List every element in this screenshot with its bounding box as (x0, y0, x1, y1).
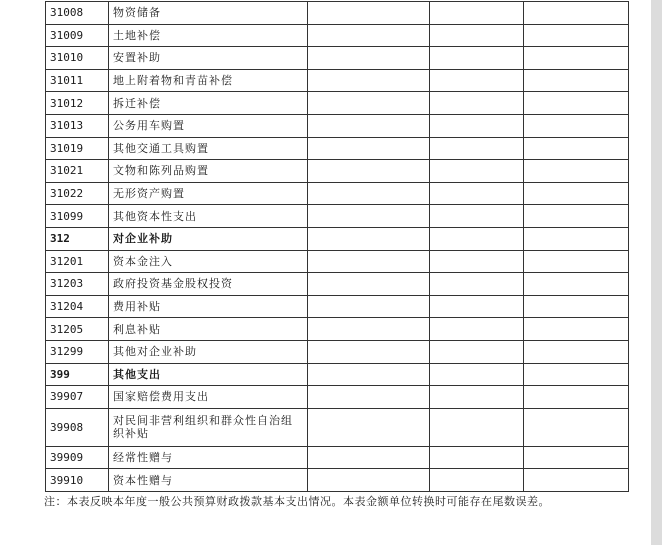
economic-classification-code: 31011 (46, 69, 109, 92)
economic-classification-name (109, 469, 308, 492)
amount-cell (524, 318, 629, 341)
economic-classification-code: 31009 (46, 24, 109, 47)
amount-cell (308, 446, 430, 469)
amount-cell (308, 340, 430, 363)
table-row (46, 386, 629, 409)
amount-cell (308, 363, 430, 386)
item-name-text: 国家赔偿费用支出 (113, 390, 209, 404)
economic-classification-code: 31013 (46, 114, 109, 137)
amount-cell (430, 340, 524, 363)
item-name-text: 土地补偿 (113, 28, 161, 42)
amount-cell (524, 114, 629, 137)
amount-cell (308, 69, 430, 92)
amount-cell (308, 92, 430, 115)
item-name-text: 其他资本性支出 (113, 209, 197, 223)
economic-classification-code: 31012 (46, 92, 109, 115)
item-name-text: 公务用车购置 (113, 119, 185, 133)
economic-classification-code: 31019 (46, 137, 109, 160)
economic-classification-name (109, 363, 308, 386)
economic-classification-name (109, 446, 308, 469)
item-name-text: 资本金注入 (113, 254, 173, 268)
table-row (46, 340, 629, 363)
amount-cell (308, 273, 430, 296)
amount-cell (524, 363, 629, 386)
table-row (46, 92, 629, 115)
table-row (46, 250, 629, 273)
amount-cell (308, 318, 430, 341)
amount-cell (308, 114, 430, 137)
economic-classification-code: 39909 (46, 446, 109, 469)
amount-cell (524, 408, 629, 446)
amount-cell (430, 408, 524, 446)
economic-classification-name (109, 273, 308, 296)
amount-cell (308, 47, 430, 70)
amount-cell (524, 469, 629, 492)
economic-classification-code: 31022 (46, 182, 109, 205)
table-row (46, 137, 629, 160)
table-row (46, 205, 629, 228)
amount-cell (308, 182, 430, 205)
economic-classification-code: 31299 (46, 340, 109, 363)
amount-cell (524, 340, 629, 363)
item-name-text: 物资储备 (113, 6, 161, 20)
amount-cell (524, 24, 629, 47)
amount-cell (308, 295, 430, 318)
economic-classification-code: 312 (46, 227, 109, 250)
table-row (46, 24, 629, 47)
amount-cell (524, 47, 629, 70)
table-group-row (46, 227, 629, 250)
amount-cell (308, 160, 430, 183)
amount-cell (308, 408, 430, 446)
economic-classification-name (109, 295, 308, 318)
economic-classification-code: 31203 (46, 273, 109, 296)
amount-cell (308, 2, 430, 25)
amount-cell (430, 227, 524, 250)
economic-classification-name (109, 250, 308, 273)
amount-cell (524, 69, 629, 92)
economic-classification-code: 39910 (46, 469, 109, 492)
amount-cell (524, 205, 629, 228)
table-row (46, 408, 629, 446)
amount-cell (430, 92, 524, 115)
economic-classification-name (109, 318, 308, 341)
economic-classification-name (109, 2, 308, 25)
table-row (46, 446, 629, 469)
economic-classification-code: 39907 (46, 386, 109, 409)
economic-classification-code: 31021 (46, 160, 109, 183)
item-name-text: 费用补贴 (113, 300, 161, 314)
amount-cell (430, 469, 524, 492)
economic-classification-code: 31099 (46, 205, 109, 228)
item-name-text: 其他交通工具购置 (113, 141, 209, 155)
amount-cell (524, 295, 629, 318)
amount-cell (524, 386, 629, 409)
economic-classification-code: 31008 (46, 2, 109, 25)
amount-cell (430, 205, 524, 228)
amount-cell (430, 47, 524, 70)
economic-classification-name (109, 47, 308, 70)
amount-cell (430, 250, 524, 273)
item-name-text: 地上附着物和青苗补偿 (113, 74, 233, 88)
economic-classification-code: 39908 (46, 408, 109, 446)
amount-cell (430, 386, 524, 409)
economic-classification-name (109, 205, 308, 228)
item-name-text: 安置补助 (113, 51, 161, 65)
expenditure-table (45, 1, 629, 492)
item-name-text: 对企业补助 (113, 232, 173, 246)
table-row (46, 114, 629, 137)
economic-classification-code: 31010 (46, 47, 109, 70)
item-name-text: 政府投资基金股权投资 (113, 277, 233, 291)
economic-classification-name (109, 408, 308, 446)
amount-cell (430, 273, 524, 296)
amount-cell (430, 295, 524, 318)
amount-cell (524, 137, 629, 160)
item-name-text: 对民间非营利组织和群众性自治组织补贴 (113, 414, 293, 441)
economic-classification-name (109, 92, 308, 115)
table-row (46, 47, 629, 70)
table-row (46, 160, 629, 183)
amount-cell (430, 160, 524, 183)
amount-cell (524, 92, 629, 115)
item-name-text: 拆迁补偿 (113, 96, 161, 110)
item-name-text: 其他支出 (113, 367, 161, 381)
item-name-text: 其他对企业补助 (113, 345, 197, 359)
economic-classification-name (109, 24, 308, 47)
table-row (46, 318, 629, 341)
economic-classification-name (109, 182, 308, 205)
economic-classification-name (109, 227, 308, 250)
amount-cell (430, 24, 524, 47)
item-name-text: 利息补贴 (113, 322, 161, 336)
amount-cell (524, 160, 629, 183)
item-name-text: 经常性赠与 (113, 450, 173, 464)
table-row (46, 295, 629, 318)
item-name-text: 文物和陈列品购置 (113, 164, 209, 178)
economic-classification-code: 399 (46, 363, 109, 386)
table-row (46, 182, 629, 205)
amount-cell (430, 182, 524, 205)
table-row (46, 469, 629, 492)
economic-classification-name (109, 386, 308, 409)
economic-classification-code: 31201 (46, 250, 109, 273)
amount-cell (524, 273, 629, 296)
item-name-text: 无形资产购置 (113, 187, 185, 201)
amount-cell (430, 446, 524, 469)
economic-classification-name (109, 340, 308, 363)
amount-cell (524, 2, 629, 25)
amount-cell (524, 446, 629, 469)
amount-cell (524, 227, 629, 250)
amount-cell (308, 137, 430, 160)
table-row (46, 69, 629, 92)
amount-cell (308, 386, 430, 409)
economic-classification-name (109, 137, 308, 160)
item-name-text: 资本性赠与 (113, 473, 173, 487)
table-footnote: 注：本表反映本年度一般公共预算财政拨款基本支出情况。本表金额单位转换时可能存在尾数误差。 (44, 495, 550, 508)
amount-cell (430, 114, 524, 137)
page-margin-strip (651, 0, 662, 545)
amount-cell (524, 250, 629, 273)
amount-cell (308, 469, 430, 492)
amount-cell (308, 205, 430, 228)
amount-cell (524, 182, 629, 205)
economic-classification-name (109, 160, 308, 183)
amount-cell (430, 137, 524, 160)
economic-classification-code: 31205 (46, 318, 109, 341)
table-group-row (46, 363, 629, 386)
table-row (46, 2, 629, 25)
amount-cell (430, 2, 524, 25)
amount-cell (430, 69, 524, 92)
amount-cell (308, 24, 430, 47)
amount-cell (430, 363, 524, 386)
table-row (46, 273, 629, 296)
expenditure-table-body (46, 2, 629, 492)
economic-classification-code: 31204 (46, 295, 109, 318)
amount-cell (308, 227, 430, 250)
amount-cell (308, 250, 430, 273)
economic-classification-name (109, 114, 308, 137)
economic-classification-name (109, 69, 308, 92)
amount-cell (430, 318, 524, 341)
